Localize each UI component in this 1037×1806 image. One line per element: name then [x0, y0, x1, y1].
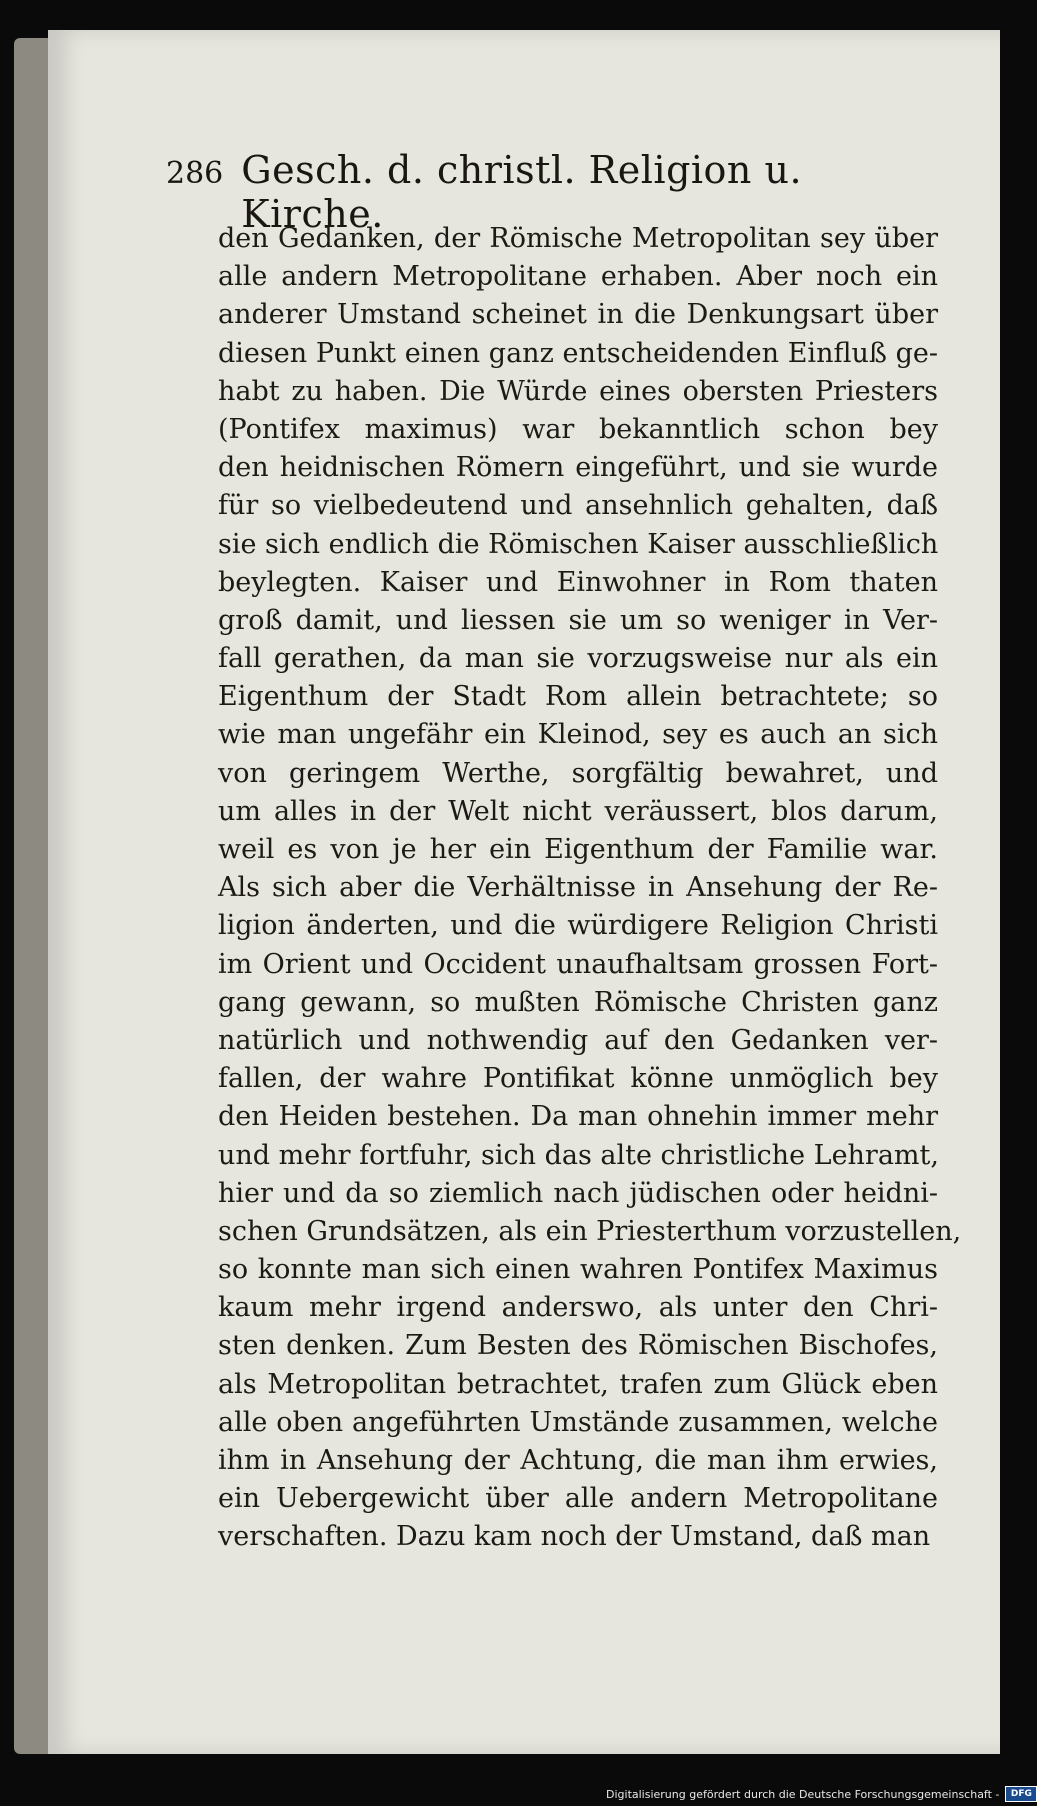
- text-line: Eigenthum der Stadt Rom allein betrachtete; so: [218, 681, 938, 713]
- text-line: für so vielbedeutend und ansehnlich gehalten, daß: [218, 490, 938, 522]
- text-line: sie sich endlich die Römischen Kaiser ausschließlich: [218, 528, 939, 560]
- text-line: diesen Punkt einen ganz entscheidenden Einfluß ge-: [218, 337, 938, 369]
- text-line: weil es von je her ein Eigenthum der Familie war.: [218, 834, 938, 865]
- text-line: beylegten. Kaiser und Einwohner in Rom thaten: [218, 566, 938, 598]
- text-line: wie man ungefähr ein Kleinod, sey es auch an sich: [218, 719, 938, 751]
- text-line: (Pontifex maximus) war bekanntlich schon bey: [218, 413, 938, 445]
- text-line: den Heiden bestehen. Da man ohnehin immer mehr: [218, 1101, 938, 1133]
- text-line: ein Uebergewicht über alle andern Metropolitane: [218, 1483, 938, 1515]
- text-line: natürlich und nothwendig auf den Gedanken ver-: [218, 1024, 938, 1056]
- text-line: habt zu haben. Die Würde eines obersten Priesters: [218, 375, 938, 407]
- running-title: Gesch. d. christl. Religion u. Kirche.: [241, 148, 803, 236]
- body-text: [218, 220, 962, 1557]
- text-line: fallen, der wahre Pontifikat könne unmöglich bey: [218, 1063, 938, 1095]
- page-header: [166, 148, 886, 236]
- text-line: groß damit, und liessen sie um so weniger in Ver-: [218, 604, 938, 636]
- text-line: hier und da so ziemlich nach jüdischen oder heidni-: [218, 1177, 938, 1209]
- text-line: so konnte man sich einen wahren Pontifex Maximus: [218, 1254, 938, 1286]
- text-line: sten denken. Zum Besten des Römischen Bischofes,: [218, 1330, 938, 1362]
- dfg-logo: DFG: [1005, 1786, 1037, 1802]
- text-line: gang gewann, so mußten Römische Christen ganz: [218, 986, 938, 1018]
- page-number: 286: [166, 156, 224, 191]
- text-line: den Gedanken, der Römische Metropolitan sey über: [218, 223, 938, 254]
- text-line: um alles in der Welt nicht veräussert, blos darum,: [218, 795, 938, 827]
- text-line: ligion änderten, und die würdigere Religion Christi: [218, 910, 938, 942]
- text-line: schen Grundsätzen, als ein Priesterthum vorzustellen,: [218, 1215, 962, 1247]
- text-line: verschaften. Dazu kam noch der Umstand, daß man: [218, 1521, 931, 1553]
- text-line: von geringem Werthe, sorgfältig bewahret, und: [218, 757, 938, 789]
- funding-note: Digitalisierung gefördert durch die Deutsche Forschungsgemeinschaft -: [606, 1787, 1000, 1801]
- text-line: Als sich aber die Verhältnisse in Ansehung der Re-: [218, 872, 938, 904]
- text-line: anderer Umstand scheinet in die Denkungsart über: [218, 299, 938, 331]
- text-line: und mehr fortfuhr, sich das alte christliche Lehramt,: [218, 1139, 939, 1171]
- text-line: kaum mehr irgend anderswo, als unter den Chri-: [218, 1292, 938, 1324]
- text-line: alle andern Metropolitane erhaben. Aber noch ein: [218, 261, 938, 293]
- text-line: den heidnischen Römern eingeführt, und sie wurde: [218, 452, 938, 484]
- digitization-footer: [606, 1784, 1037, 1804]
- text-line: im Orient und Occident unaufhaltsam grossen Fort-: [218, 948, 938, 980]
- text-line: ihm in Ansehung der Achtung, die man ihm erwies,: [218, 1445, 938, 1476]
- text-line: alle oben angeführten Umstände zusammen, welche: [218, 1406, 938, 1438]
- text-line: fall gerathen, da man sie vorzugsweise nur als ein: [218, 643, 938, 675]
- text-line: als Metropolitan betrachtet, trafen zum Glück eben: [218, 1368, 938, 1400]
